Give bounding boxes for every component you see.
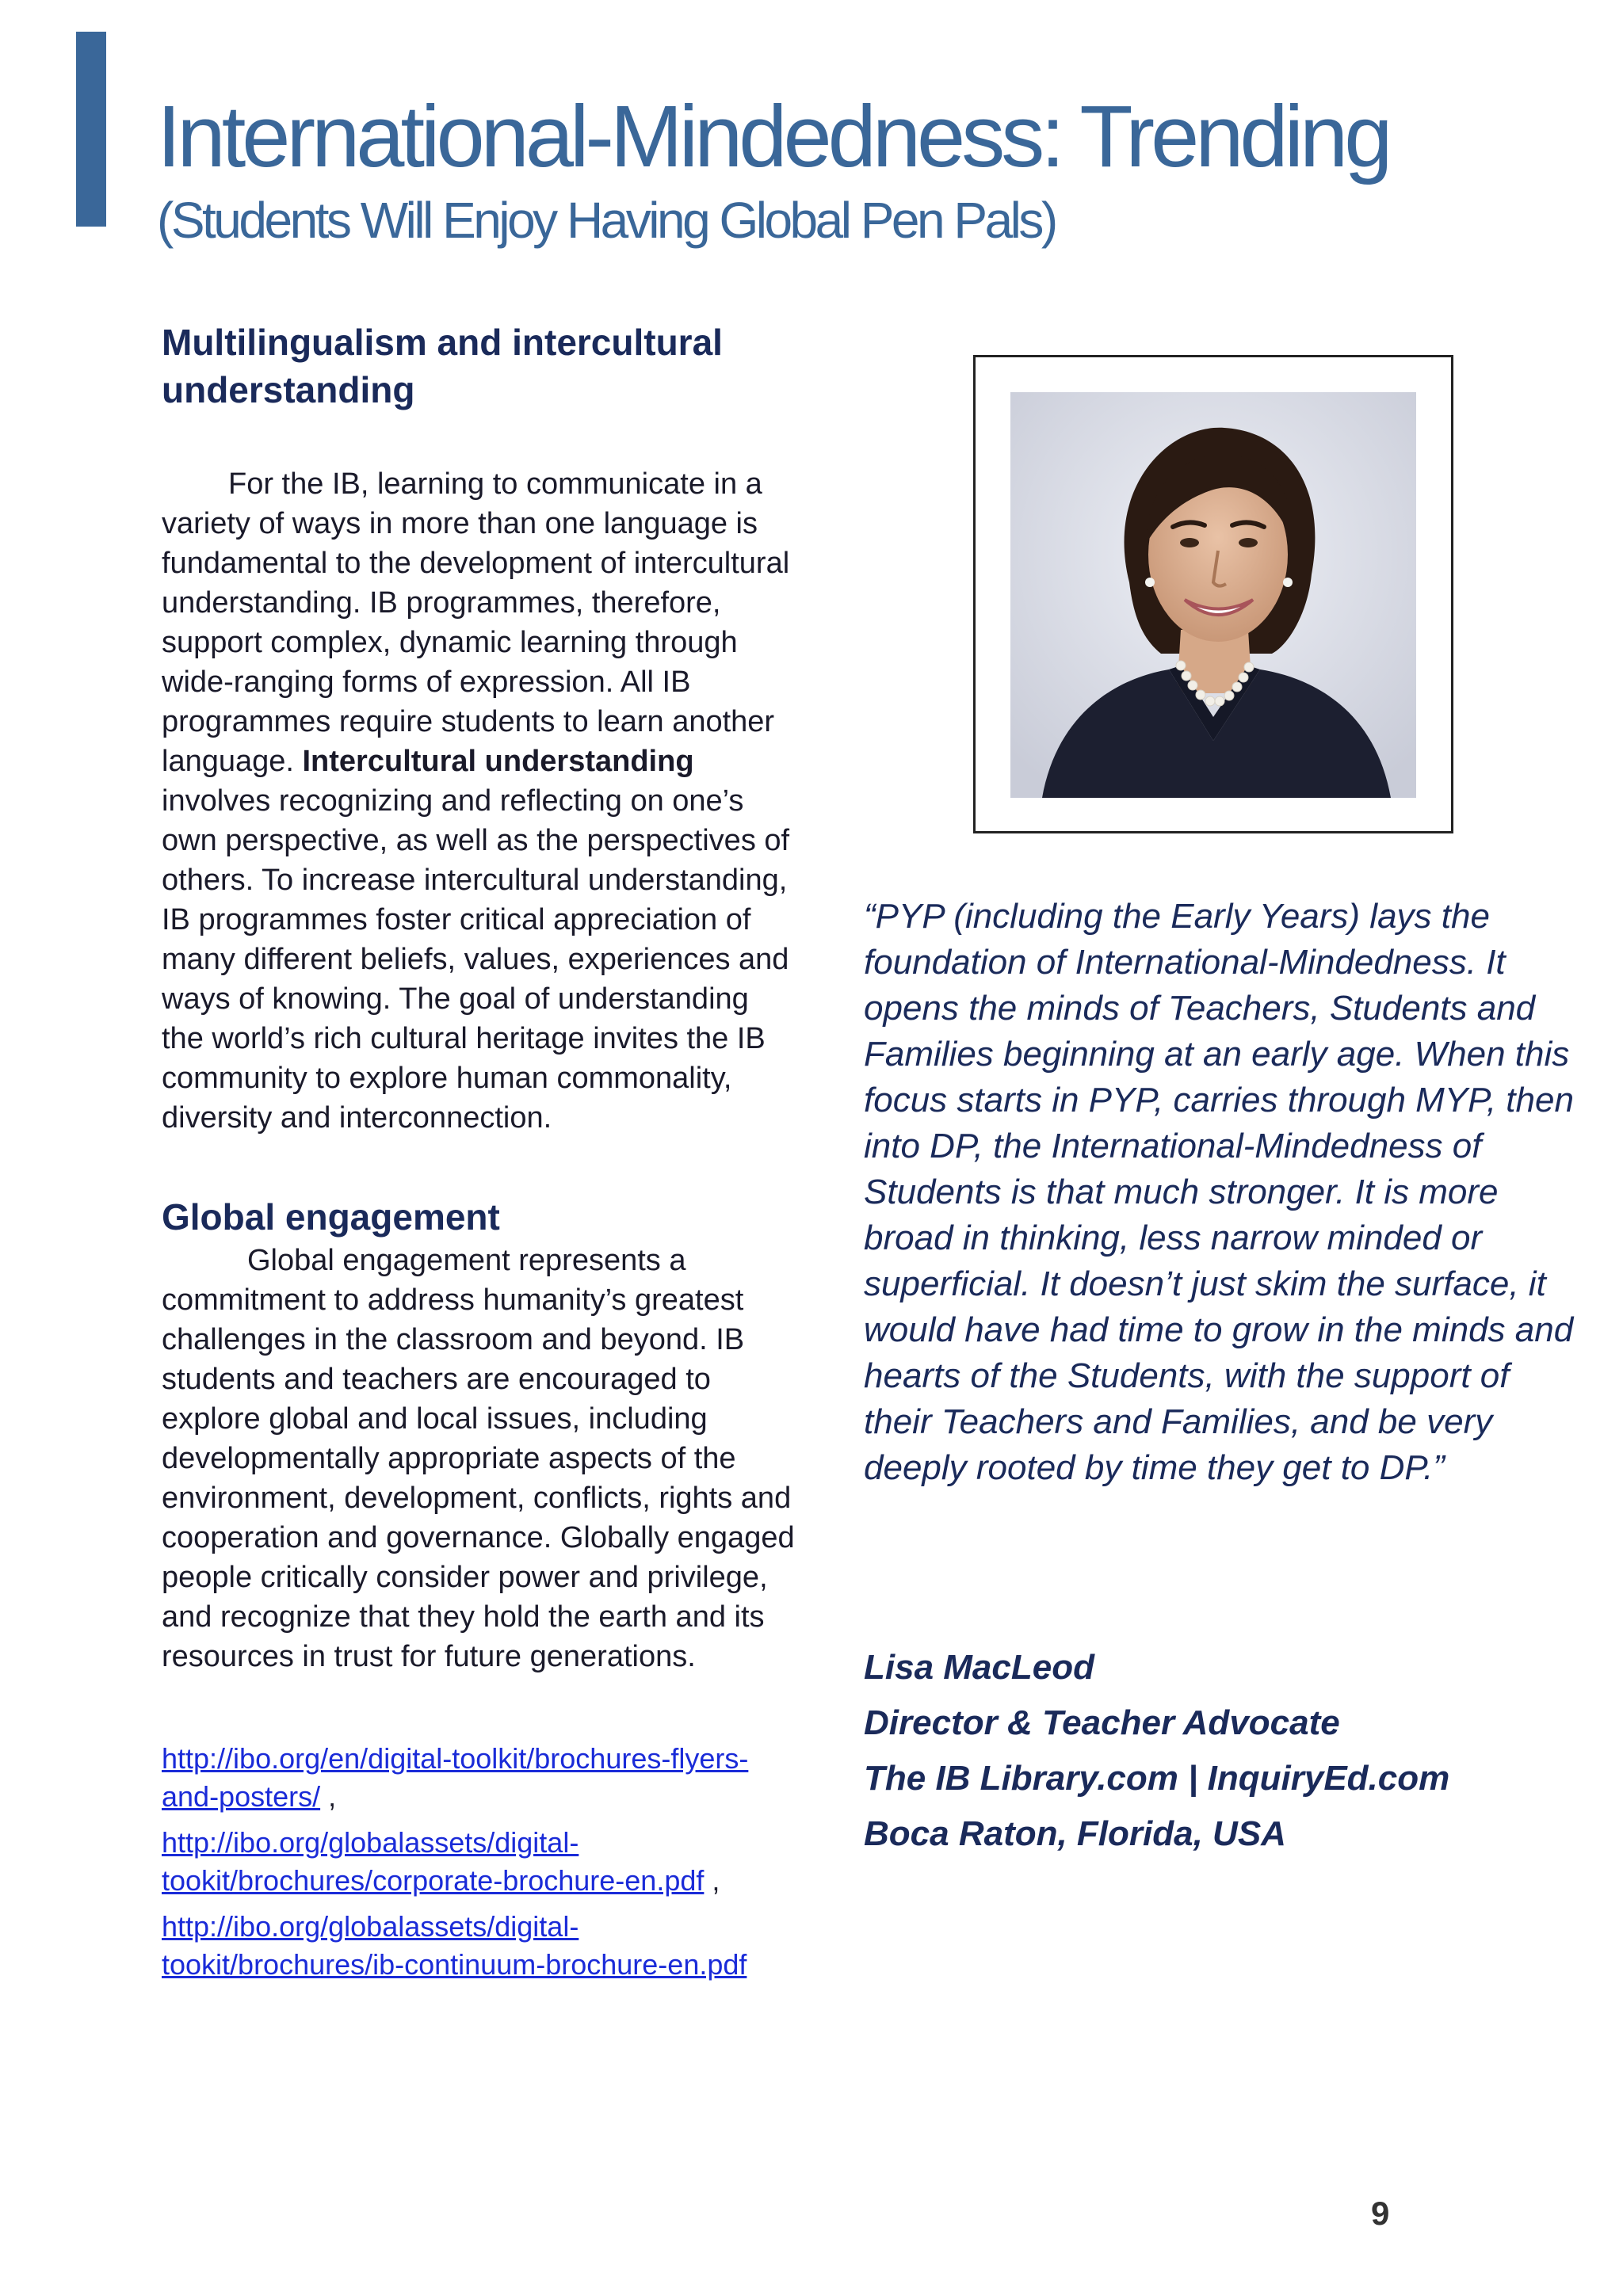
- global-engagement-paragraph: Global engagement represents a commitment to address humanity’s greatest challenges in the classroom and beyond. IB students and teachers are encouraged to explore global and local issues, including developmentally appropriate aspects of the environment, development, conflicts, rights and cooperation and governance. Globally engaged people critically consider power and privilege, and recognize that they hold the earth and its resources in trust for future generations.: [162, 1244, 795, 1673]
- attribution-name: Lisa MacLeod: [864, 1648, 1094, 1687]
- quote-text: “PYP (including the Early Years) lays the foundation of International-Mindedness. It opens the minds of Teachers, Students and Families beginning at an early age. When this focus starts in PYP, carries through MYP, then into DP, the International-Mindedness of Students is that much stronger. It is more broad in thinking, less narrow minded or superficial. It doesn’t just skim the surface, it would have had time to grow in the minds and hearts of the Students, with the support of their Teachers and Families, and be very deeply rooted by time they get to DP.”: [864, 897, 1574, 1487]
- reference-link-1[interactable]: http://ibo.org/en/digital-toolkit/brochures-flyers-and-posters/: [162, 1742, 749, 1813]
- attribution-role: Director & Teacher Advocate: [864, 1703, 1340, 1742]
- intercultural-understanding-term: Intercultural understanding: [302, 745, 694, 778]
- section-heading-multilingualism: Multilingualism and intercultural understanding: [162, 322, 723, 410]
- portrait-photo-frame: [973, 355, 1453, 833]
- multilingualism-text-b: involves recognizing and reflecting on one’s own perspective, as well as the perspectives of others. To increase intercultural understanding, IB programmes foster critical appreciation of many different beliefs, values, experiences and ways of knowing. The goal of understanding the world’s rich cultural heritage invites the IB community to explore human commonality, diversity and interconnection.: [162, 784, 790, 1135]
- reference-link-3[interactable]: http://ibo.org/globalassets/digital-tookit/brochures/ib-continuum-brochure-en.pdf: [162, 1910, 747, 1981]
- reference-link-line: [162, 1908, 796, 1984]
- reference-link-line: http://ibo.org/globalassets/digital-tookit/brochures/corporate-brochure-en.pdf ,: [162, 1826, 720, 1897]
- reference-link-2[interactable]: http://ibo.org/globalassets/digital-tookit/brochures/corporate-brochure-en.pdf: [162, 1826, 705, 1897]
- accent-bar: [76, 32, 106, 227]
- attribution-organization: The IB Library.com | InquiryEd.com: [864, 1759, 1450, 1798]
- reference-link-line: http://ibo.org/en/digital-toolkit/brochures-flyers-and-posters/ ,: [162, 1742, 749, 1813]
- section-heading-global-engagement: Global engagement: [162, 1196, 500, 1238]
- reference-links: [162, 1740, 796, 1984]
- portrait-photo: [1010, 392, 1416, 798]
- left-column: [162, 318, 796, 1992]
- page-subtitle: (Students Will Enjoy Having Global Pen Pals): [157, 192, 1056, 249]
- attribution-location: Boca Raton, Florida, USA: [864, 1814, 1286, 1853]
- multilingualism-text-a: For the IB, learning to communicate in a variety of ways in more than one language is fundamental to the development of intercultural understanding. IB programmes, therefore, support complex, dynamic learning through wide-ranging forms of expression. All IB programmes require students to learn another language.: [162, 467, 790, 778]
- quote-attribution: [864, 1640, 1585, 1862]
- page-title: International-Mindedness: Trending: [157, 88, 1389, 185]
- multilingualism-paragraph: [162, 464, 796, 1138]
- page-number: 9: [1371, 2195, 1390, 2232]
